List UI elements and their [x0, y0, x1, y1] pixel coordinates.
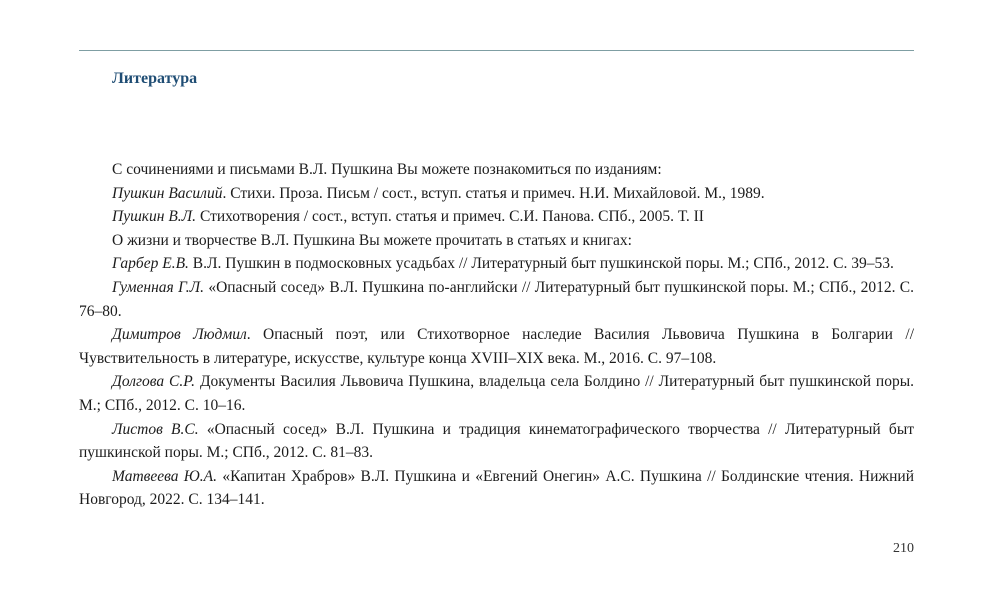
edition-author: Пушкин В.Л. [112, 208, 197, 226]
article-entry [79, 465, 914, 512]
article-author: Матвеева Ю.А. [112, 467, 218, 485]
article-text: В.Л. Пушкин в подмосковных усадьбах // Литературный быт пушкинской поры. М.; СПб., 2012. С. 39–53. [188, 255, 894, 273]
edition-text: Стихотворения / сост., вступ. статья и примеч. С.И. Панова. СПб., 2005. Т. II [196, 208, 704, 226]
intro-editions: С сочинениями и письмами В.Л. Пушкина Вы можете познакомиться по изданиям: [112, 161, 662, 178]
article-entry [79, 418, 914, 465]
edition-entry [79, 182, 914, 206]
edition-entry [79, 205, 914, 229]
article-author: Листов В.С. [112, 420, 199, 438]
article-author: Гарбер Е.В. [112, 255, 189, 273]
article-text: «Капитан Храбров» В.Л. Пушкина и «Евгений Онегин» А.С. Пушкина // Болдинские чтения. Нижний Новгород, 2022. С. 134–141. [79, 467, 915, 509]
edition-author: Пушкин Василий [112, 184, 223, 202]
article-author: Гуменная Г.Л. [112, 278, 204, 296]
article-text: «Опасный сосед» В.Л. Пушкина и традиция кинематографического творчества // Литературный быт пушкинской поры. М.; СПб., 2012. С. 81–83. [79, 420, 915, 462]
article-entry [79, 252, 914, 276]
intro-articles: О жизни и творчестве В.Л. Пушкина Вы можете прочитать в статьях и книгах: [112, 231, 632, 249]
article-entry [79, 276, 914, 323]
article-entry [79, 323, 914, 370]
article-text: . Опасный поэт, или Стихотворное наследие Василия Львовича Пушкина в Болгарии // Чувствительность в литературе, искусстве, культуре конца XVIII–XIX века. М., 2016. С. 97–108. [79, 326, 914, 367]
article-text: «Опасный сосед» В.Л. Пушкина по-английски // Литературный быт пушкинской поры. М.; СПб., 2012. С. 76–80. [79, 278, 914, 320]
article-author: Долгова С.Р. [112, 373, 196, 391]
page-number: 210 [893, 541, 914, 556]
article-entry [79, 370, 914, 417]
section-title: Литература [112, 70, 198, 87]
bibliography-body [79, 158, 915, 512]
article-author: Димитров Людмил [112, 326, 247, 344]
top-divider [79, 50, 914, 51]
article-text: Документы Василия Львовича Пушкина, владельца села Болдино // Литературный быт пушкинской поры. М.; СПб., 2012. С. 10–16. [79, 373, 914, 414]
edition-text: . Стихи. Проза. Письм / сост., вступ. статья и примеч. Н.И. Михайловой. М., 1989. [222, 184, 765, 202]
